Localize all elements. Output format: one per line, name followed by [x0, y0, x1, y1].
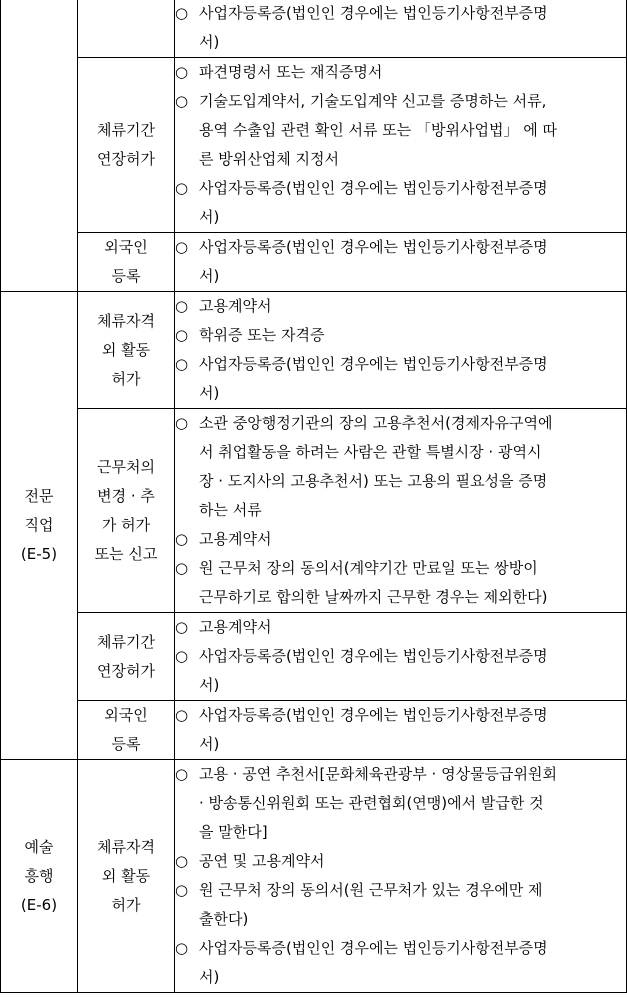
document-item-text: 사업자등록증(법인인 경우에는 법인등기사항전부증명 서) [199, 647, 548, 694]
document-item-text: 학위증 또는 자격증 [199, 326, 325, 344]
table-row [1, 613, 627, 701]
category-cell [1, 0, 78, 292]
bullet-circle-icon: ○ [175, 297, 189, 315]
subcategory-cell [78, 760, 175, 993]
subcategory-cell [78, 58, 175, 233]
document-item-text: 고용계약서 [199, 618, 272, 636]
subcategory-label: 근무처의 변경 · 추 가 허가 또는 신고 [94, 457, 158, 563]
table-row [1, 58, 627, 233]
document-item-text: 사업자등록증(법인인 경우에는 법인등기사항전부증명 서) [199, 238, 548, 285]
document-item [175, 292, 626, 321]
category-label: 예술 흥행 (E-6) [20, 837, 58, 914]
document-item [175, 174, 626, 232]
bullet-circle-icon: ○ [175, 559, 189, 577]
document-item-text: 고용 · 공연 추천서[문화체육관광부 · 영상물등급위원회 · 방송통신위원회 또는 관련협회(연맹)에서 발급한 것 을 말한다] [199, 765, 558, 841]
document-item [175, 760, 626, 847]
document-item-text: 사업자등록증(법인인 경우에는 법인등기사항전부증명 서) [199, 179, 548, 226]
document-item [175, 554, 626, 612]
document-item-text: 원 근무처 장의 동의서(원 근무처가 있는 경우에만 제 출한다) [199, 881, 543, 928]
bullet-circle-icon: ○ [175, 238, 189, 256]
table-row [1, 0, 627, 58]
document-item [175, 350, 626, 408]
bullet-circle-icon: ○ [175, 414, 189, 432]
document-item-text: 사업자등록증(법인인 경우에는 법인등기사항전부증명 서) [199, 939, 548, 986]
documents-cell [175, 613, 627, 701]
subcategory-label: 외국인 등록 [104, 238, 148, 285]
bullet-circle-icon: ○ [175, 326, 189, 344]
bullet-circle-icon: ○ [175, 63, 189, 81]
table-row [1, 701, 627, 760]
document-item [175, 847, 626, 876]
documents-cell [175, 292, 627, 409]
document-item [175, 321, 626, 350]
documents-cell [175, 58, 627, 233]
document-item [175, 876, 626, 934]
table-row [1, 409, 627, 613]
subcategory-cell [78, 613, 175, 701]
document-item-text: 기술도입계약서, 기술도입계약 신고를 증명하는 서류, 용역 수출입 관련 확인 서류 또는 「방위사업법」 에 따 른 방위산업체 지정서 [199, 92, 557, 168]
document-item [175, 642, 626, 700]
document-item [175, 58, 626, 87]
document-item-text: 파견명령서 또는 재직증명서 [199, 63, 383, 81]
category-label: 전문 직업 (E-5) [20, 487, 58, 563]
document-item-text: 사업자등록증(법인인 경우에는 법인등기사항전부증명 서) [199, 706, 548, 753]
document-item [175, 233, 626, 291]
table-row [1, 292, 627, 409]
document-item-text: 사업자등록증(법인인 경우에는 법인등기사항전부증명 서) [199, 4, 548, 51]
document-item [175, 87, 626, 174]
bullet-circle-icon: ○ [175, 618, 189, 636]
bullet-circle-icon: ○ [175, 881, 189, 899]
table-row [1, 233, 627, 292]
bullet-circle-icon: ○ [175, 4, 189, 22]
subcategory-cell [78, 292, 175, 409]
subcategory-cell [78, 233, 175, 292]
bullet-circle-icon: ○ [175, 939, 189, 957]
document-item-text: 원 근무처 장의 동의서(계약기간 만료일 또는 쌍방이 근무하기로 합의한 날짜까지 근무한 경우는 제외한다) [199, 559, 548, 606]
document-item [175, 934, 626, 992]
category-cell [1, 292, 78, 760]
documents-cell [175, 409, 627, 613]
bullet-circle-icon: ○ [175, 852, 189, 870]
bullet-circle-icon: ○ [175, 355, 189, 373]
bullet-circle-icon: ○ [175, 765, 189, 783]
documents-cell [175, 760, 627, 993]
documents-cell [175, 233, 627, 292]
document-item-text: 소관 중앙행정기관의 장의 고용추천서(경제자유구역에 서 취업활동을 하려는 사람은 관할 특별시장 · 광역시 장 · 도지사의 고용추천서) 또는 고용의 필요성을 증명 하는 서류 [199, 414, 553, 519]
documents-cell [175, 0, 627, 58]
bullet-circle-icon: ○ [175, 706, 189, 724]
document-item [175, 525, 626, 554]
subcategory-label: 외국인 등록 [104, 706, 148, 753]
subcategory-label: 체류기간 연장허가 [97, 121, 155, 168]
document-item-text: 공연 및 고용계약서 [199, 852, 325, 870]
subcategory-cell [78, 409, 175, 613]
document-item [175, 701, 626, 759]
document-item-text: 고용계약서 [199, 297, 272, 315]
subcategory-label: 체류자격 외 활동 허가 [97, 311, 155, 388]
subcategory-label: 체류기간 연장허가 [97, 632, 155, 680]
bullet-circle-icon: ○ [175, 530, 189, 548]
document-item [175, 613, 626, 642]
bullet-circle-icon: ○ [175, 92, 189, 110]
subcategory-cell [78, 701, 175, 760]
bullet-circle-icon: ○ [175, 179, 189, 197]
document-item [175, 0, 626, 57]
table-row [1, 760, 627, 993]
category-cell [1, 760, 78, 993]
document-item-text: 고용계약서 [199, 530, 272, 548]
documents-cell [175, 701, 627, 760]
subcategory-label: 체류자격 외 활동 허가 [97, 837, 155, 914]
subcategory-cell [78, 0, 175, 58]
bullet-circle-icon: ○ [175, 647, 189, 665]
document-item [175, 409, 626, 525]
document-item-text: 사업자등록증(법인인 경우에는 법인등기사항전부증명 서) [199, 355, 548, 402]
